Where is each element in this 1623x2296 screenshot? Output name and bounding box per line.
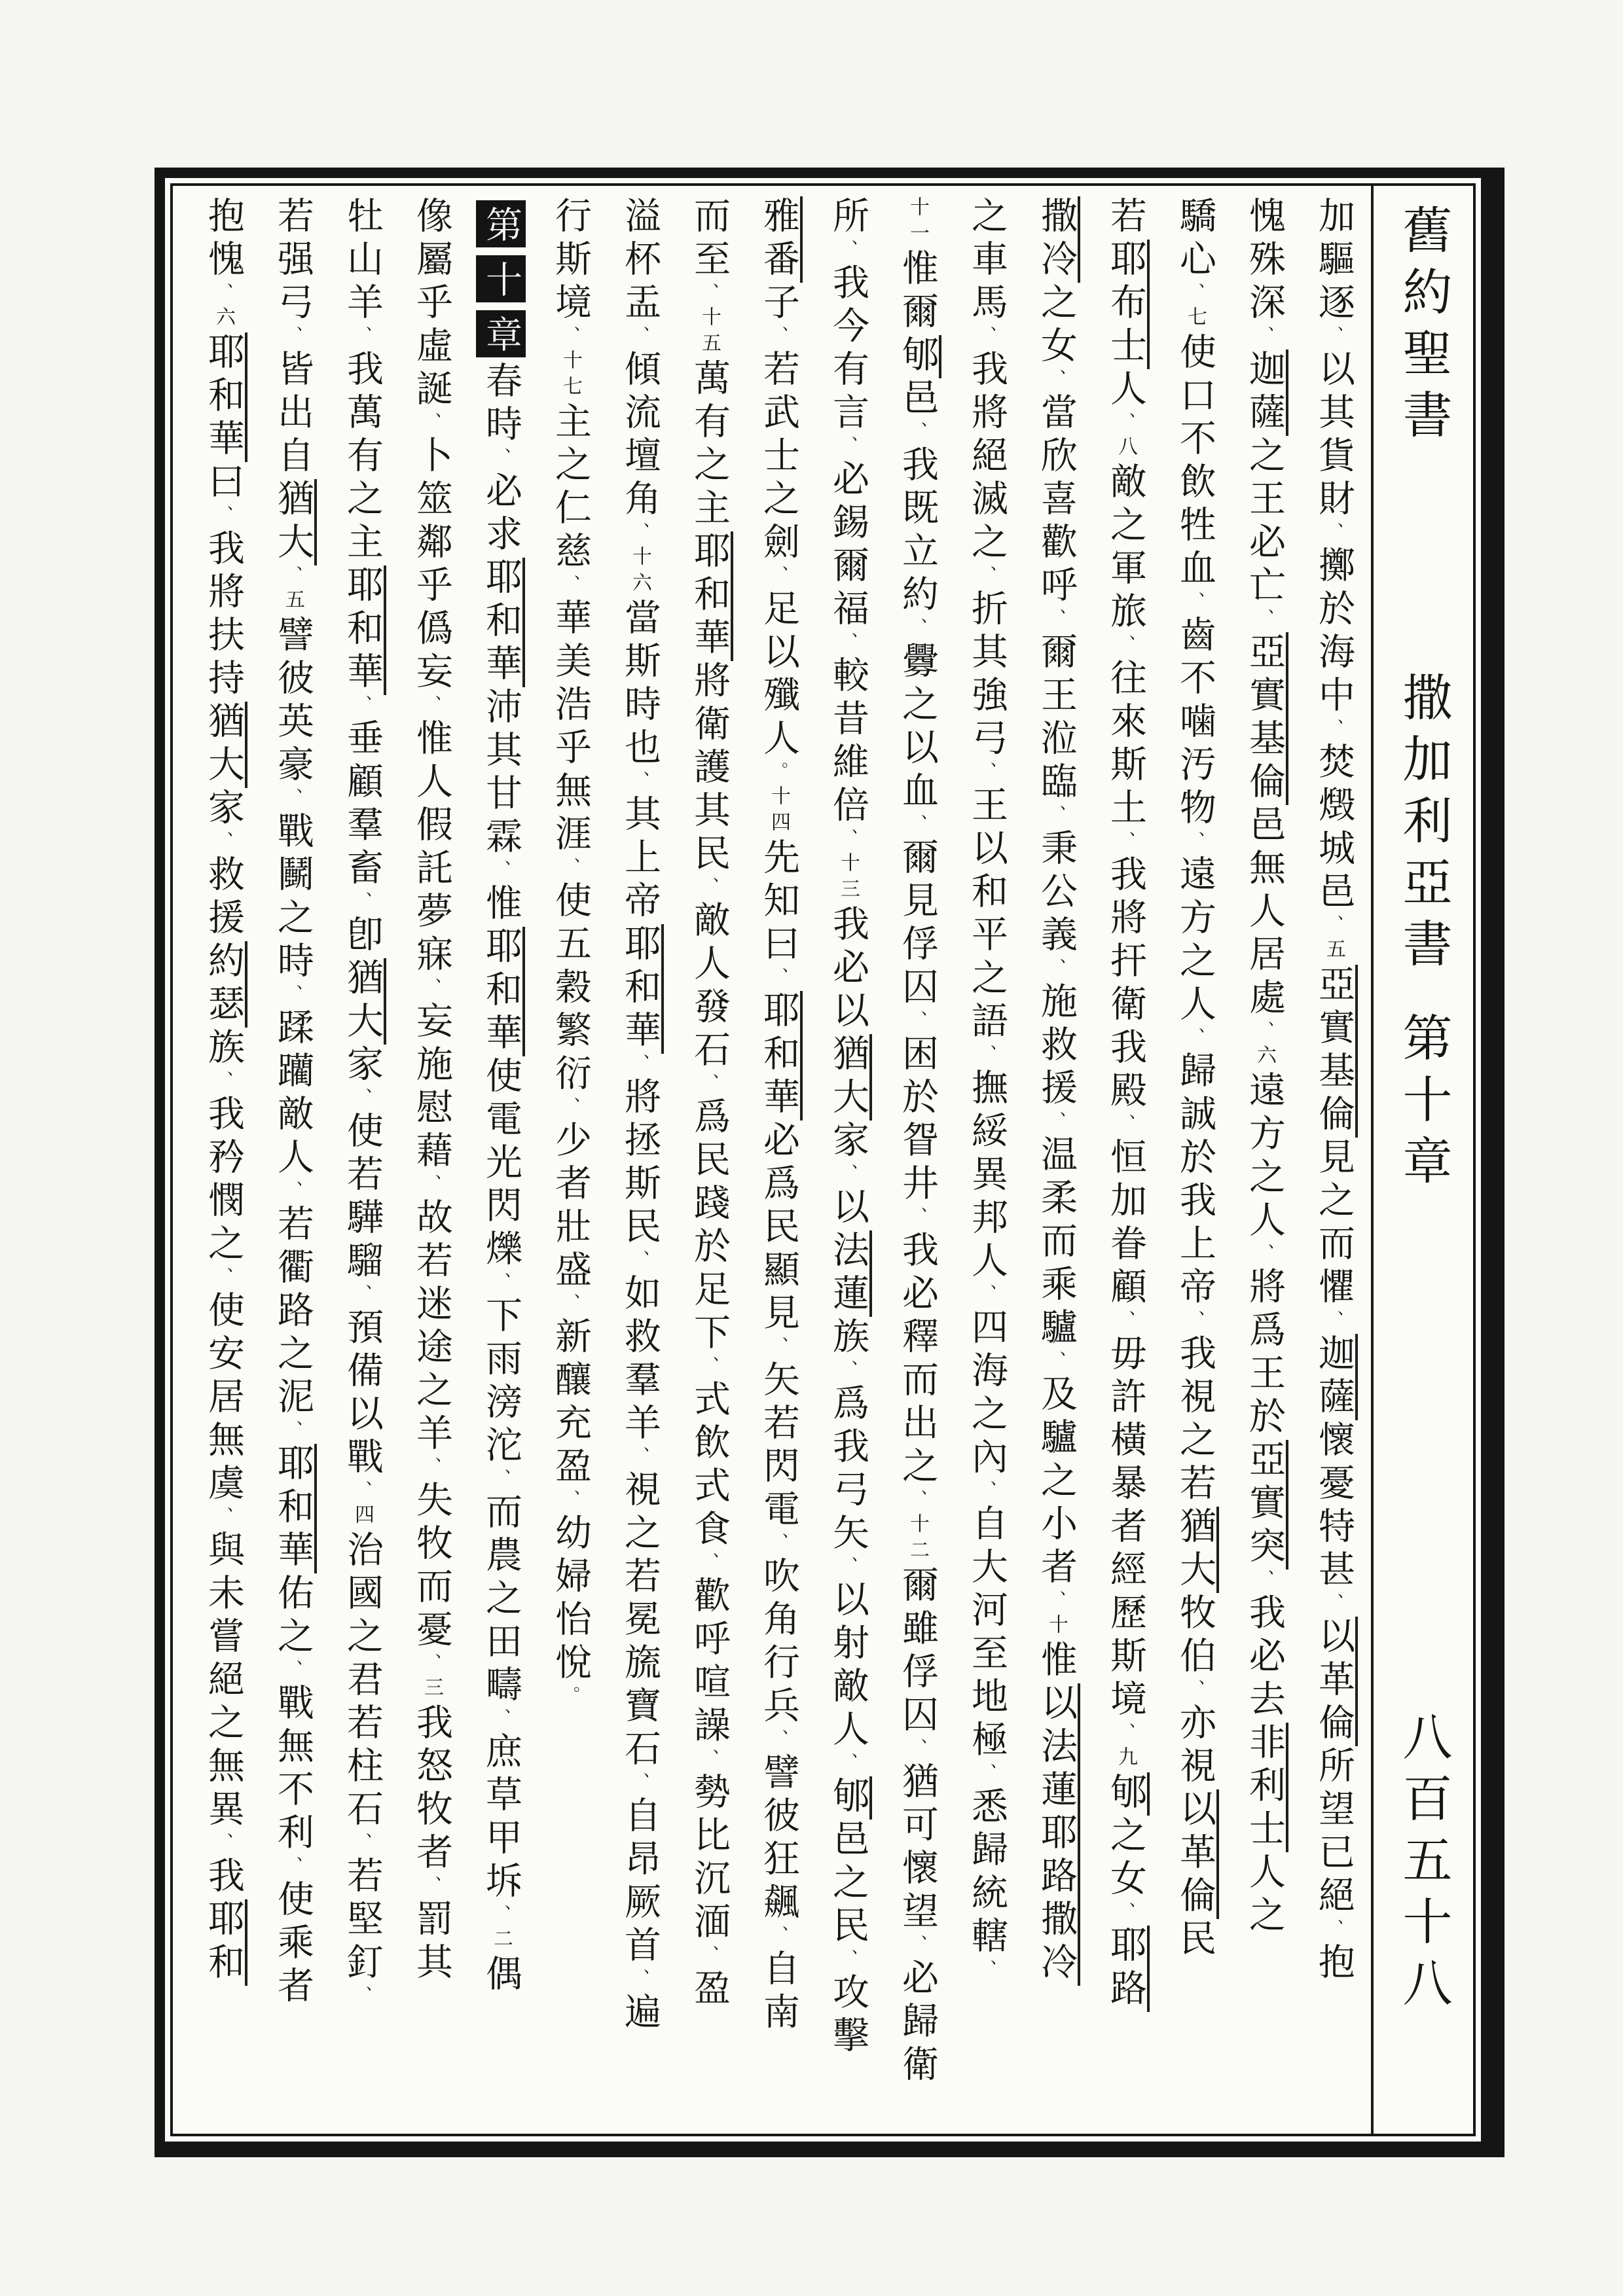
- punctuation: 、: [1185, 1310, 1205, 1334]
- proper-noun: 以革倫: [1174, 1789, 1219, 1919]
- punctuation: 、: [769, 967, 788, 991]
- punctuation: 、: [1046, 369, 1066, 393]
- proper-noun: 耶和華: [480, 927, 525, 1056]
- text-column: 之車馬、我將絕滅之、折其強弓、王以和平之語、撫綏異邦人、四海之內、自大河至地極、悉歸統轄、: [966, 196, 1008, 1983]
- proper-noun: 迦薩: [1243, 350, 1288, 436]
- punctuation: 、: [1046, 805, 1066, 829]
- punctuation: 、: [630, 1969, 649, 1992]
- punctuation: 、: [422, 695, 441, 719]
- punctuation: 、: [907, 1011, 927, 1034]
- verse-number: 七: [1184, 306, 1207, 332]
- punctuation: 、: [630, 1446, 649, 1470]
- punctuation: 、: [1116, 1310, 1135, 1334]
- proper-noun: 耶路: [1104, 1926, 1150, 2012]
- punctuation: 、: [838, 632, 858, 656]
- punctuation: 、: [977, 1480, 996, 1504]
- punctuation: 、: [560, 326, 580, 350]
- punctuation: 、: [699, 1552, 719, 1576]
- punctuation: 、: [213, 1507, 233, 1530]
- punctuation: 、: [283, 984, 302, 1008]
- punctuation: 、: [560, 857, 580, 881]
- proper-noun: 非利士: [1243, 1723, 1288, 1852]
- page-frame-inner-rule: [170, 183, 1476, 2136]
- punctuation: 、: [977, 1284, 996, 1308]
- proper-noun: 耶布士: [1104, 240, 1150, 369]
- punctuation: 、: [1185, 592, 1205, 615]
- punctuation: 、: [491, 448, 511, 471]
- punctuation: 、: [907, 1935, 927, 1958]
- punctuation: 、: [769, 1336, 788, 1360]
- punctuation: 、: [283, 1181, 302, 1204]
- punctuation: 、: [560, 1293, 580, 1317]
- text-column: 十一惟爾郇邑、我既立約、釁之以血、爾見俘囚、困於眢井、我必釋而出之、十二爾雖俘囚、猶可懷望、必歸衛: [883, 196, 952, 2123]
- punctuation: 、: [422, 1174, 441, 1198]
- text-column: 像屬乎虛誕、卜筮鄰乎僞妄、惟人假託夢寐、妄施慰藉、故若迷途之羊、失牧而憂、三我怒牧者、罰其: [410, 196, 453, 1986]
- punctuation: 、: [422, 412, 441, 436]
- punctuation: 、: [630, 1250, 649, 1274]
- punctuation: 、: [977, 1045, 996, 1068]
- chapter-marker-box: 第: [476, 200, 526, 247]
- punctuation: 、: [769, 1926, 788, 1949]
- punctuation: 、: [352, 326, 372, 350]
- punctuation: 、: [352, 1088, 372, 1111]
- verse-number: 四: [351, 1504, 374, 1530]
- verse-number: 五: [1322, 939, 1345, 965]
- punctuation: 、: [422, 1653, 441, 1677]
- page-frame: [155, 168, 1504, 2157]
- text-column: 若耶布士人、八敵之軍旅、往來斯土、我將扞衛我殿、恒加眷顧、毋許橫暴者經歷斯境、九郇之女、耶路: [1091, 196, 1160, 2123]
- punctuation: 、: [1116, 412, 1135, 436]
- punctuation: 、: [283, 1420, 302, 1444]
- proper-noun: 猶大: [272, 479, 317, 565]
- punctuation: 、: [907, 1738, 927, 1762]
- punctuation: 、: [907, 422, 927, 445]
- punctuation: 、: [560, 1490, 580, 1513]
- punctuation: 、: [838, 1164, 858, 1187]
- punctuation: 、: [352, 891, 372, 915]
- proper-noun: 耶和華: [688, 531, 733, 661]
- punctuation: 、: [1324, 719, 1343, 742]
- chapter-marker-box: 章: [476, 310, 526, 357]
- punctuation: 、: [1046, 609, 1066, 632]
- punctuation: 、: [491, 1272, 511, 1296]
- proper-noun: 亞實基倫: [1313, 965, 1358, 1138]
- punctuation: 、: [422, 978, 441, 1001]
- punctuation: 、: [769, 326, 788, 350]
- punctuation: 、: [1254, 1244, 1274, 1267]
- proper-noun: 撒冷: [1035, 196, 1080, 283]
- punctuation: 、: [838, 1360, 858, 1384]
- proper-noun: 亞實突: [1243, 1440, 1288, 1570]
- punctuation: 、: [907, 814, 927, 838]
- text-column: 雅番子、若武士之劍、足以殲人。十四先知曰、耶和華必爲民顯見、矢若閃電、吹角行兵、譬彼狂飆、自南: [744, 196, 813, 2123]
- punctuation: 、: [769, 1533, 788, 1556]
- verse-number: 十: [1045, 1614, 1068, 1640]
- punctuation: 、: [838, 829, 858, 852]
- punctuation: 。: [769, 762, 788, 785]
- proper-noun: 郇: [1104, 1772, 1150, 1816]
- punctuation: 、: [1185, 1679, 1205, 1703]
- book-title: 撒加利亞書: [1395, 672, 1453, 979]
- punctuation: 、: [352, 1284, 372, 1308]
- text-column: 撒冷之女、當欣喜歡呼、爾王涖臨、秉公義、施救援、温柔而乘驢、及驢之小者、十惟以法蓮耶路撒冷: [1021, 196, 1091, 2123]
- punctuation: 、: [1046, 1590, 1066, 1614]
- verse-number: 十七: [559, 350, 582, 402]
- punctuation: 、: [1116, 1902, 1135, 1926]
- punctuation: 、: [352, 1833, 372, 1856]
- punctuation: 、: [1324, 522, 1343, 546]
- punctuation: 、: [1254, 326, 1274, 350]
- punctuation: 、: [491, 1905, 511, 1928]
- punctuation: 、: [769, 565, 788, 589]
- verse-number: 二: [490, 1928, 513, 1954]
- verse-number: 三: [420, 1677, 443, 1703]
- verse-number: 十三: [837, 852, 860, 905]
- punctuation: 、: [977, 762, 996, 785]
- verse-number: 十五: [698, 306, 721, 359]
- text-columns: [183, 196, 1368, 2123]
- punctuation: 、: [560, 1097, 580, 1121]
- text-column: 加驅逐、以其貨財、擲於海中、焚燬城邑、五亞實基倫見之而懼、迦薩懷憂特甚、以革倫所望已絕、抱: [1299, 196, 1368, 2123]
- proper-noun: 迦薩: [1313, 1334, 1358, 1420]
- proper-noun: 猶大: [1174, 1507, 1219, 1593]
- text-column: 溢杯盂、傾流壇角、十六當斯時也、其上帝耶和華、將拯斯民、如救羣羊、視之若冕旒寶石、自昂厥首、遍: [605, 196, 674, 2123]
- punctuation: 、: [1185, 283, 1205, 306]
- proper-noun: 耶路撒冷: [1035, 1813, 1080, 1986]
- punctuation: 、: [907, 1490, 927, 1513]
- verse-number: 八: [1114, 436, 1137, 462]
- verse-number: 十二: [906, 1513, 929, 1566]
- punctuation: 、: [422, 1457, 441, 1480]
- verse-number: 十一: [906, 196, 929, 249]
- proper-noun: 耶和華: [480, 558, 525, 687]
- punctuation: 、: [352, 1480, 372, 1504]
- punctuation: 、: [1185, 831, 1205, 855]
- punctuation: 、: [213, 505, 233, 529]
- punctuation: 、: [283, 1856, 302, 1880]
- proper-noun: 猶大: [202, 702, 247, 788]
- text-column: 驕心、七使口不飲牲血、齒不噛汚物、遠方之人、歸誠於我上帝、我視之若猶大牧伯、亦視以革倫民: [1160, 196, 1230, 2123]
- punctuation: 、: [283, 565, 302, 589]
- punctuation: 、: [1254, 1021, 1274, 1045]
- punctuation: 。: [560, 1686, 580, 1710]
- proper-noun: 約瑟: [202, 941, 247, 1028]
- punctuation: 、: [1116, 1114, 1135, 1138]
- punctuation: 、: [1046, 1111, 1066, 1135]
- punctuation: 、: [977, 326, 996, 350]
- proper-noun: 以法蓮: [1035, 1683, 1080, 1813]
- punctuation: 、: [977, 565, 996, 589]
- punctuation: 、: [352, 1986, 372, 2009]
- punctuation: 、: [1185, 1028, 1205, 1051]
- punctuation: 、: [283, 326, 302, 350]
- punctuation: 、: [1116, 831, 1135, 855]
- punctuation: 、: [630, 522, 649, 546]
- punctuation: 、: [213, 283, 233, 306]
- punctuation: 、: [1046, 958, 1066, 982]
- punctuation: 、: [630, 1772, 649, 1796]
- page-number: 八百五十八: [1395, 1711, 1453, 2018]
- testament-title: 舊約聖書: [1395, 204, 1453, 450]
- punctuation: 、: [630, 326, 649, 350]
- punctuation: 、: [699, 1356, 719, 1380]
- punctuation: 、: [1324, 1919, 1343, 1943]
- punctuation: 、: [283, 1660, 302, 1683]
- punctuation: 、: [977, 1960, 996, 1983]
- verse-number: 十四: [767, 785, 790, 838]
- punctuation: 、: [1324, 915, 1343, 939]
- proper-noun: 雅番: [757, 196, 803, 283]
- text-column: 行斯境、十七主之仁慈、華美浩乎無涯、使五穀繁衍、少者壯盛、新釀充盈、幼婦怡悅。: [549, 196, 592, 1710]
- punctuation: 、: [699, 1945, 719, 1969]
- punctuation: 、: [838, 1949, 858, 1973]
- proper-noun: 郇: [896, 335, 941, 378]
- punctuation: 、: [1116, 1723, 1135, 1746]
- punctuation: 、: [630, 771, 649, 795]
- punctuation: 、: [491, 1469, 511, 1492]
- punctuation: 、: [769, 1729, 788, 1753]
- punctuation: 、: [699, 283, 719, 306]
- proper-noun: 耶和華: [619, 924, 664, 1054]
- proper-noun: 郇: [827, 1776, 872, 1820]
- chapter-heading: 第十章: [1395, 1012, 1453, 1196]
- punctuation: 、: [491, 1708, 511, 1732]
- text-column: 愧殊深、迦薩之王必亡、亞實基倫邑無人居處、六遠方之人、將爲王於亞實突、我必去非利士人之: [1230, 196, 1299, 2123]
- text-column: 所、我今有言、必錫爾福、較昔維倍、十三我必以猶大家、以法蓮族、爲我弓矢、以射敵人、郇邑之民、攻擊: [813, 196, 883, 2123]
- punctuation: 、: [838, 1753, 858, 1776]
- proper-noun: 耶和: [202, 1899, 247, 1986]
- verse-number: 九: [1114, 1746, 1137, 1772]
- verse-number: 六: [212, 306, 235, 332]
- punctuation: 、: [1324, 1593, 1343, 1617]
- punctuation: 、: [1046, 1351, 1066, 1374]
- punctuation: 、: [213, 1071, 233, 1094]
- text-column: 而至、十五萬有之主耶和華將衛護其民、敵人發石、爲民踐於足下、式飲式食、歡呼喧譟、勢比沉湎、盈: [674, 196, 744, 2123]
- text-column: 牡山羊、我萬有之主耶和華、垂顧羣畜、卽猶大家、使若驊騮、預備以戰、四治國之君若柱石、若堅釘、: [327, 196, 397, 2123]
- punctuation: 、: [1116, 635, 1135, 658]
- punctuation: 、: [560, 575, 580, 598]
- chapter-marker-box: 十: [476, 255, 526, 302]
- punctuation: 、: [283, 788, 302, 812]
- punctuation: 、: [1324, 1310, 1343, 1334]
- proper-noun: 猶大: [341, 958, 386, 1045]
- punctuation: 、: [630, 1054, 649, 1077]
- proper-noun: 以革倫: [1313, 1617, 1358, 1746]
- punctuation: 、: [907, 618, 927, 641]
- text-column: 若强弓、皆出自猶大、五譬彼英豪、戰鬭之時、蹂躪敵人、若衢路之泥、耶和華佑之、戰無不利、使乘者: [258, 196, 327, 2123]
- verse-number: 六: [1253, 1045, 1276, 1071]
- punctuation: 、: [422, 1876, 441, 1899]
- proper-noun: 耶和華: [757, 991, 803, 1121]
- punctuation: 、: [1324, 326, 1343, 350]
- proper-noun: 耶和華: [272, 1444, 317, 1573]
- proper-noun: 猶大: [827, 1034, 872, 1121]
- punctuation: 、: [699, 1749, 719, 1772]
- proper-noun: 耶和華: [202, 332, 247, 462]
- punctuation: 、: [1254, 609, 1274, 632]
- punctuation: 、: [977, 1763, 996, 1787]
- punctuation: 、: [352, 695, 372, 719]
- punctuation: 、: [838, 1556, 858, 1580]
- verse-number: 十六: [629, 546, 651, 598]
- punctuation: 、: [699, 1073, 719, 1097]
- punctuation: 、: [213, 831, 233, 855]
- punctuation: 、: [699, 877, 719, 901]
- punctuation: 、: [491, 860, 511, 884]
- verse-number: 五: [282, 589, 304, 615]
- proper-noun: 法蓮: [827, 1230, 872, 1317]
- punctuation: 、: [213, 1833, 233, 1856]
- punctuation: 、: [838, 240, 858, 263]
- proper-noun: 耶和華: [341, 565, 386, 695]
- title-strip: [1371, 186, 1473, 2134]
- punctuation: 、: [213, 1267, 233, 1291]
- punctuation: 、: [907, 1207, 927, 1230]
- text-column: 第十章春時、必求耶和華沛其甘霖、惟耶和華使電光閃爍、下雨滂沱、而農之田疇、庶草甲坼、二偶: [466, 196, 536, 2123]
- proper-noun: 亞實基倫: [1243, 632, 1288, 805]
- punctuation: 、: [1254, 1570, 1274, 1593]
- text-column: 抱愧、六耶和華曰、我將扶持猶大家、救援約瑟族、我矜憫之、使安居無虞、與未嘗絕之無異、我耶和: [189, 196, 258, 2123]
- punctuation: 、: [838, 436, 858, 459]
